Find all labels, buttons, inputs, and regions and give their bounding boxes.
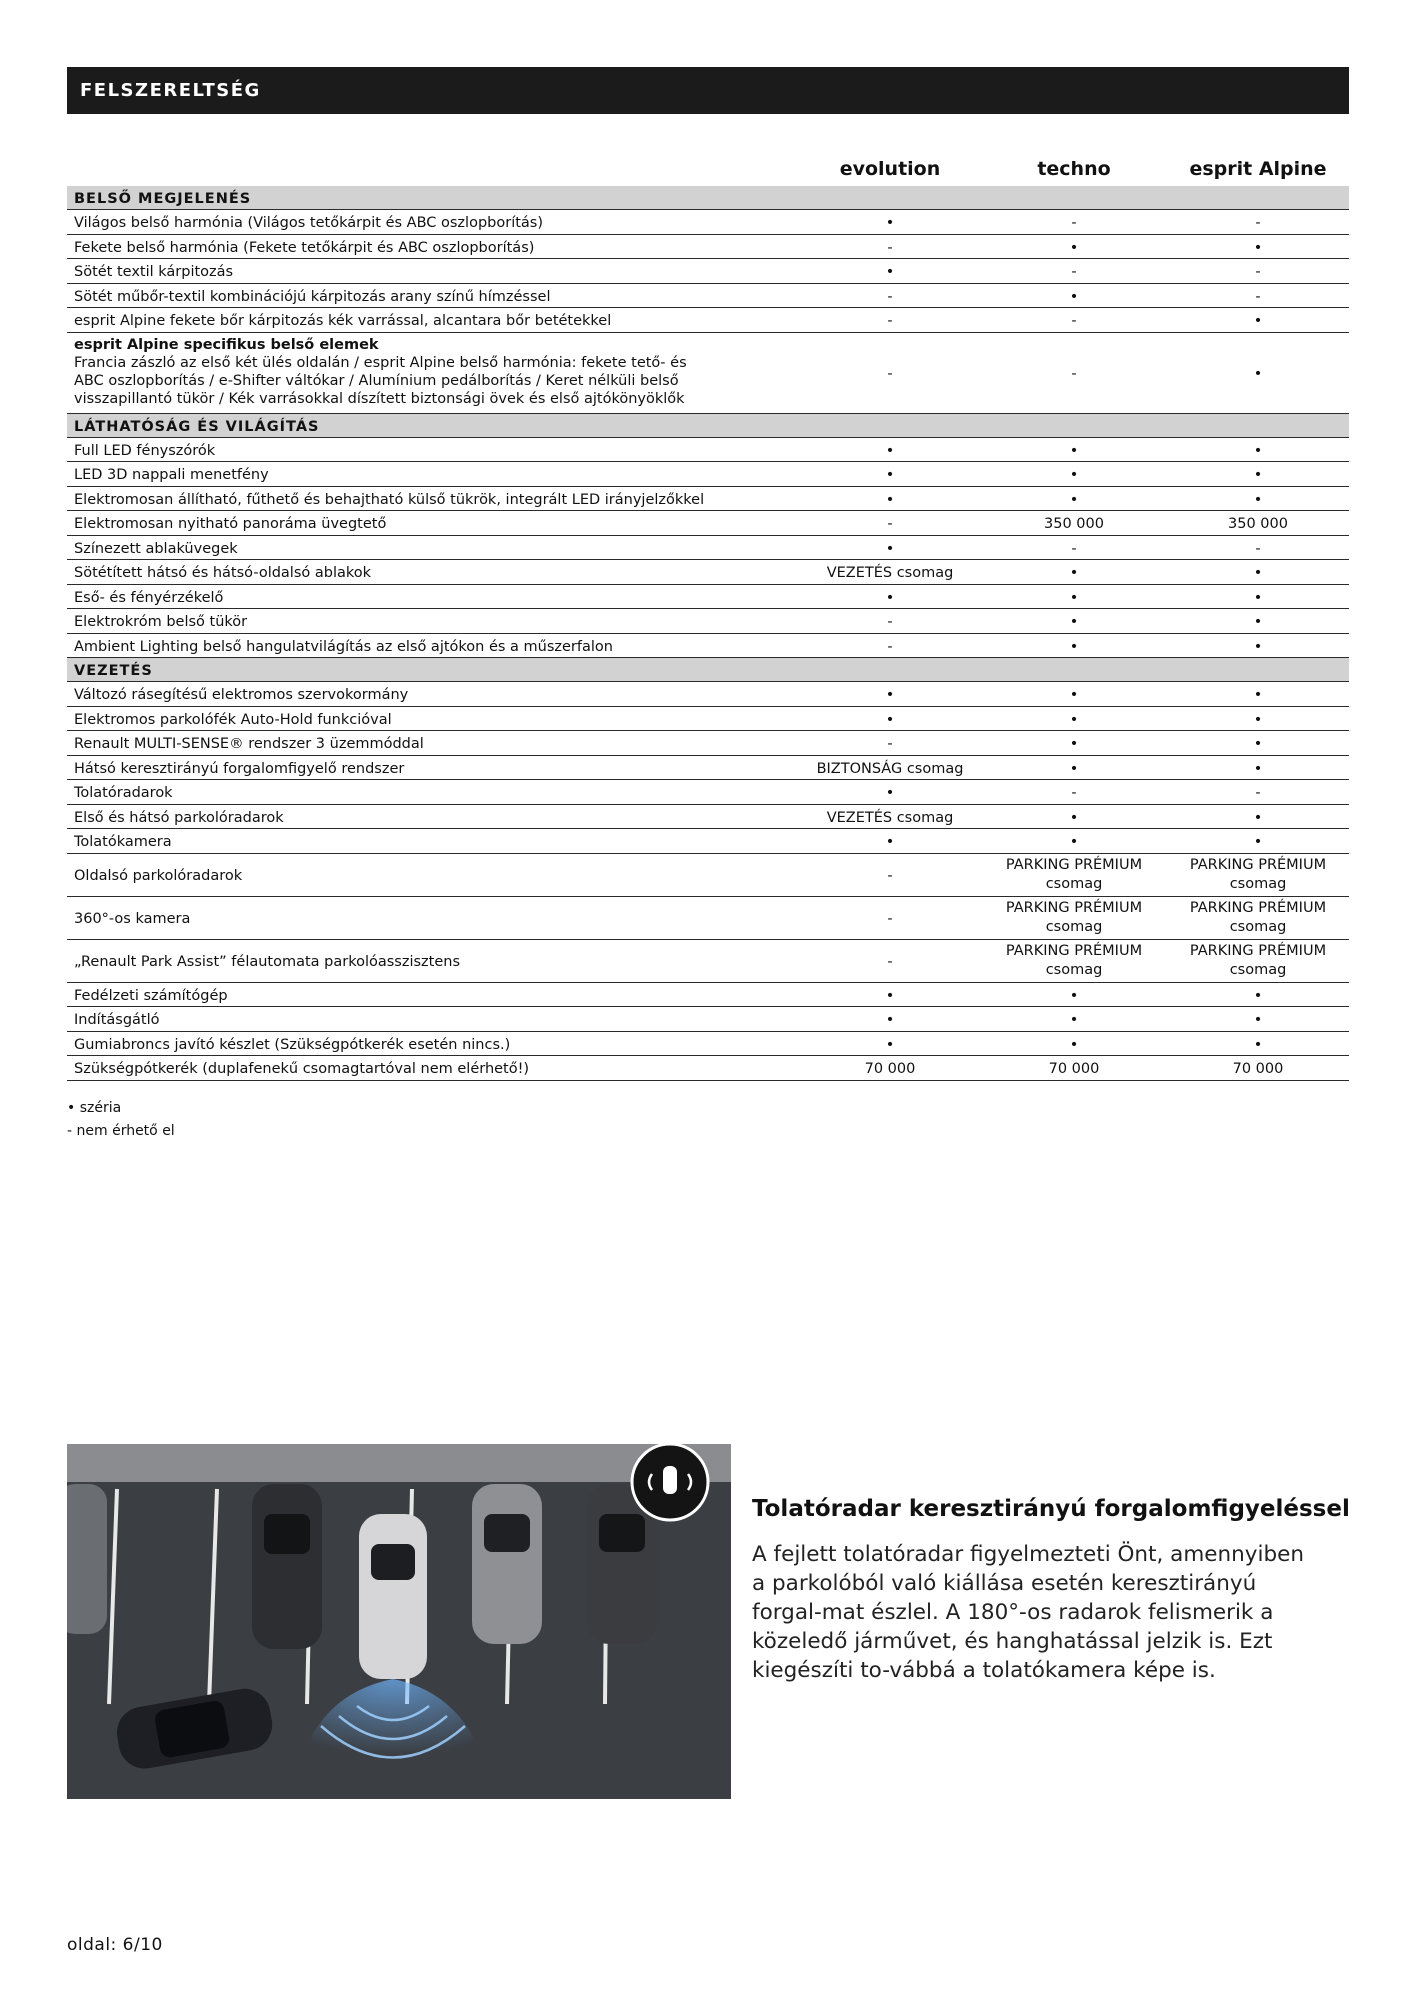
row-label-bold: esprit Alpine specifikus belső elemek xyxy=(74,336,379,353)
table-row xyxy=(67,536,1349,561)
cell-evolution: - xyxy=(887,239,893,256)
cell-techno: • xyxy=(1069,711,1079,728)
row-label-line: visszapillantó tükör / Kék varrásokkal díszített biztonsági övek és első ajtókönyöklők xyxy=(74,390,685,407)
feature-title: Tolatóradar keresztirányú forgalomfigyeléssel xyxy=(752,1496,1350,1522)
cell-evolution: BIZTONSÁG csomag xyxy=(816,760,964,777)
table-row xyxy=(67,333,1349,414)
row-label: Full LED fényszórók xyxy=(74,442,216,459)
cell-techno: • xyxy=(1069,491,1079,508)
cell-techno: • xyxy=(1069,614,1079,631)
cell-evolution: • xyxy=(885,264,895,281)
feature-description: A fejlett tolatóradar figyelmezteti Önt, amennyiben a parkolóból való kiállása esetén keresztirányú forgal-mat észlel. A 180°-os radarok felismerik a közeledő járművet, és hanghatással jelzik is. Ezt kiegészíti to-vábbá a tolatókamera képe is. xyxy=(752,1542,1304,1683)
cell-techno: PARKING PRÉMIUM csomag xyxy=(1005,942,1143,978)
cell-evolution: • xyxy=(885,467,895,484)
cell-esprit-alpine: PARKING PRÉMIUM csomag xyxy=(1189,899,1327,935)
row-label: Elektromos parkolófék Auto-Hold funkcióval xyxy=(74,711,392,728)
cell-esprit-alpine: • xyxy=(1253,239,1263,256)
cell-techno: PARKING PRÉMIUM csomag xyxy=(1005,899,1143,935)
cell-esprit-alpine: • xyxy=(1253,313,1263,330)
cell-evolution: - xyxy=(887,366,893,382)
equipment-table xyxy=(67,186,1349,1081)
cell-esprit-alpine: PARKING PRÉMIUM csomag xyxy=(1189,942,1327,978)
table-row xyxy=(67,609,1349,634)
table-row xyxy=(67,1032,1349,1057)
cell-esprit-alpine: PARKING PRÉMIUM csomag xyxy=(1189,856,1327,892)
table-row xyxy=(67,511,1349,536)
row-label: Első és hátsó parkolóradarok xyxy=(74,809,284,826)
cell-techno: 350 000 xyxy=(1044,516,1104,533)
row-label: 360°-os kamera xyxy=(74,911,191,927)
row-label: Világos belső harmónia (Világos tetőkárpit és ABC oszlopborítás) xyxy=(74,215,543,232)
cell-esprit-alpine: 350 000 xyxy=(1228,516,1288,533)
cell-esprit-alpine: • xyxy=(1253,1012,1263,1029)
table-row xyxy=(67,284,1349,309)
cell-esprit-alpine: • xyxy=(1253,589,1263,606)
row-label: Változó rásegítésű elektromos szervokormány xyxy=(74,687,409,704)
cell-techno: • xyxy=(1069,288,1079,305)
cell-esprit-alpine: • xyxy=(1253,366,1263,382)
cell-techno: • xyxy=(1069,638,1079,655)
cell-techno: 70 000 xyxy=(1048,1061,1100,1078)
section-row xyxy=(67,658,1349,682)
cell-esprit-alpine: • xyxy=(1253,491,1263,508)
cell-techno: - xyxy=(1071,366,1077,382)
table-row xyxy=(67,805,1349,830)
cell-techno: - xyxy=(1071,313,1077,330)
cell-esprit-alpine: - xyxy=(1255,264,1261,281)
cell-esprit-alpine: • xyxy=(1253,760,1263,777)
row-label: Fedélzeti számítógép xyxy=(74,987,228,1004)
cell-evolution: • xyxy=(885,987,895,1004)
row-label: Elektromosan állítható, fűthető és behajtható külső tükrök, integrált LED irányjelzőkkel xyxy=(74,491,705,508)
cell-evolution: - xyxy=(887,516,893,533)
table-row xyxy=(67,731,1349,756)
cell-evolution: • xyxy=(885,834,895,851)
cell-evolution: • xyxy=(885,687,895,704)
row-label: Oldalsó parkolóradarok xyxy=(74,868,243,884)
row-label: Szükségpótkerék (duplafenekű csomagtartóval nem elérhető!) xyxy=(74,1061,530,1078)
row-label: Eső- és fényérzékelő xyxy=(74,589,224,606)
column-header-techno: techno xyxy=(1037,158,1111,180)
section-header-bar xyxy=(67,67,1349,114)
cell-techno: • xyxy=(1069,736,1079,753)
row-label: Fekete belső harmónia (Fekete tetőkárpit és ABC oszlopborítás) xyxy=(74,239,535,256)
cell-techno: • xyxy=(1069,987,1079,1004)
cell-esprit-alpine: - xyxy=(1255,540,1261,557)
cell-techno: • xyxy=(1069,467,1079,484)
table-row xyxy=(67,585,1349,610)
cell-evolution: - xyxy=(887,638,893,655)
cell-evolution: • xyxy=(885,1036,895,1053)
cell-techno: PARKING PRÉMIUM csomag xyxy=(1005,856,1143,892)
cell-techno: - xyxy=(1071,264,1077,281)
table-row xyxy=(67,210,1349,235)
table-row xyxy=(67,259,1349,284)
cell-techno: - xyxy=(1071,785,1077,802)
row-label: Sötét műbőr-textil kombinációjú kárpitozás arany színű hímzéssel xyxy=(74,288,551,305)
cell-techno: • xyxy=(1069,834,1079,851)
table-row xyxy=(67,707,1349,732)
cell-evolution: - xyxy=(887,288,893,305)
cell-esprit-alpine: - xyxy=(1255,785,1261,802)
cell-esprit-alpine: • xyxy=(1253,638,1263,655)
legend xyxy=(67,1097,175,1143)
section-label: LÁTHATÓSÁG ÉS VILÁGÍTÁS xyxy=(74,418,320,435)
section-title: FELSZERELTSÉG xyxy=(80,80,261,101)
cell-techno: • xyxy=(1069,1012,1079,1029)
cell-techno: • xyxy=(1069,589,1079,606)
row-label-line: Francia zászló az első két ülés oldalán / esprit Alpine belső harmónia: fekete tető- és xyxy=(74,354,687,371)
section-row xyxy=(67,186,1349,210)
cell-evolution: • xyxy=(885,215,895,232)
table-row xyxy=(67,897,1349,940)
table-row xyxy=(67,560,1349,585)
cell-esprit-alpine: • xyxy=(1253,987,1263,1004)
cell-esprit-alpine: • xyxy=(1253,834,1263,851)
cell-evolution: • xyxy=(885,711,895,728)
row-label: Tolatóradarok xyxy=(74,785,173,802)
cell-evolution: - xyxy=(887,313,893,330)
table-row xyxy=(67,438,1349,463)
cell-techno: • xyxy=(1069,760,1079,777)
section-label: BELSŐ MEGJELENÉS xyxy=(74,191,252,207)
cell-evolution: • xyxy=(885,589,895,606)
row-label: LED 3D nappali menetfény xyxy=(74,467,269,484)
cell-evolution: VEZETÉS csomag xyxy=(826,809,954,826)
cell-esprit-alpine: • xyxy=(1253,565,1263,582)
cell-esprit-alpine: • xyxy=(1253,687,1263,704)
cell-esprit-alpine: - xyxy=(1255,215,1261,232)
cell-techno: • xyxy=(1069,1036,1079,1053)
table-row xyxy=(67,940,1349,983)
cell-esprit-alpine: • xyxy=(1253,467,1263,484)
cell-techno: - xyxy=(1071,540,1077,557)
row-label: Ambient Lighting belső hangulatvilágítás az első ajtókon és a műszerfalon xyxy=(74,638,613,655)
cell-evolution: • xyxy=(885,1012,895,1029)
row-label-line: ABC oszlopborítás / e-Shifter váltókar / Alumínium pedálborítás / Keret nélküli belső xyxy=(74,372,679,389)
table-row xyxy=(67,854,1349,897)
section-row xyxy=(67,414,1349,438)
cell-esprit-alpine: • xyxy=(1253,736,1263,753)
cell-evolution: • xyxy=(885,540,895,557)
table-row xyxy=(67,1056,1349,1081)
cell-techno: - xyxy=(1071,215,1077,232)
cell-evolution: 70 000 xyxy=(864,1061,916,1078)
car-radar-icon xyxy=(632,1444,708,1520)
table-row xyxy=(67,487,1349,512)
column-header-esprit-alpine: esprit Alpine xyxy=(1189,158,1327,180)
legend-not-available: - nem érhető el xyxy=(67,1123,175,1139)
column-header-evolution: evolution xyxy=(839,158,941,180)
parking-radar-photo xyxy=(67,1444,731,1799)
cell-techno: • xyxy=(1069,565,1079,582)
cell-techno: • xyxy=(1069,442,1079,459)
table-row xyxy=(67,462,1349,487)
cell-techno: • xyxy=(1069,809,1079,826)
row-label xyxy=(74,336,687,408)
cell-esprit-alpine: • xyxy=(1253,711,1263,728)
row-label: Színezett ablaküvegek xyxy=(74,540,238,557)
cell-esprit-alpine: • xyxy=(1253,1036,1263,1053)
table-row xyxy=(67,682,1349,707)
cell-esprit-alpine: 70 000 xyxy=(1232,1061,1284,1078)
cell-esprit-alpine: • xyxy=(1253,442,1263,459)
table-row xyxy=(67,1007,1349,1032)
cell-techno: • xyxy=(1069,687,1079,704)
row-label: Gumiabroncs javító készlet (Szükségpótkerék esetén nincs.) xyxy=(74,1036,511,1053)
table-row xyxy=(67,756,1349,781)
row-label: Tolatókamera xyxy=(74,834,172,851)
row-label: „Renault Park Assist” félautomata parkolóasszisztens xyxy=(74,954,461,970)
table-row xyxy=(67,780,1349,805)
cell-evolution: • xyxy=(885,442,895,459)
table-row xyxy=(67,634,1349,659)
row-label: Renault MULTI-SENSE® rendszer 3 üzemmóddal xyxy=(74,736,424,753)
table-row xyxy=(67,235,1349,260)
column-headers xyxy=(67,158,1349,186)
cell-evolution: - xyxy=(887,736,893,753)
cell-evolution: - xyxy=(887,954,893,970)
legend-standard: • széria xyxy=(67,1100,122,1116)
cell-evolution: VEZETÉS csomag xyxy=(826,565,954,582)
table-row xyxy=(67,829,1349,854)
row-label: Indításgátló xyxy=(74,1012,160,1029)
cell-evolution: - xyxy=(887,911,893,927)
table-row xyxy=(67,308,1349,333)
row-label: Elektrokróm belső tükör xyxy=(74,614,248,631)
row-label: Hátsó keresztirányú forgalomfigyelő rendszer xyxy=(74,760,405,777)
cell-evolution: - xyxy=(887,868,893,884)
row-label: Sötét textil kárpitozás xyxy=(74,264,234,281)
table-row xyxy=(67,983,1349,1008)
cell-techno: • xyxy=(1069,239,1079,256)
row-label: Sötétített hátsó és hátsó-oldalsó ablakok xyxy=(74,565,372,582)
cell-esprit-alpine: - xyxy=(1255,288,1261,305)
section-label: VEZETÉS xyxy=(74,663,153,679)
row-label: esprit Alpine fekete bőr kárpitozás kék varrással, alcantara bőr betétekkel xyxy=(74,313,612,330)
row-label: Elektromosan nyitható panoráma üvegtető xyxy=(74,516,387,533)
cell-evolution: - xyxy=(887,614,893,631)
page-number: oldal: 6/10 xyxy=(67,1935,163,1955)
cell-esprit-alpine: • xyxy=(1253,809,1263,826)
cell-esprit-alpine: • xyxy=(1253,614,1263,631)
cell-evolution: • xyxy=(885,785,895,802)
cell-evolution: • xyxy=(885,491,895,508)
